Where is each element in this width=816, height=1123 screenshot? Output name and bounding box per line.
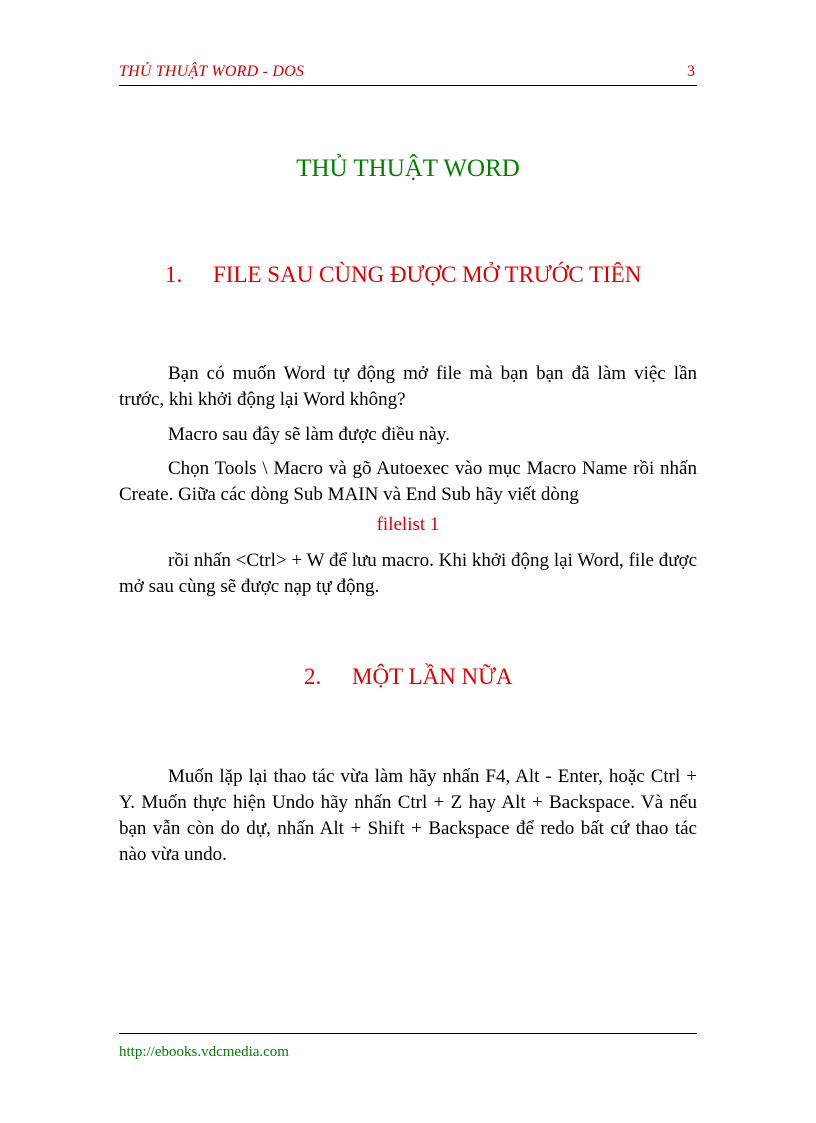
section-title: FILE SAU CÙNG ĐƯỢC MỞ TRƯỚC TIÊN xyxy=(213,262,642,287)
section-heading-1 xyxy=(165,262,641,288)
page-number: 3 xyxy=(687,63,695,80)
paragraph: rồi nhấn <Ctrl> + W để lưu macro. Khi khởi động lại Word, file được mở sau cùng sẽ được nạp tự động. xyxy=(119,550,697,597)
paragraph: Chọn Tools \ Macro và gõ Autoexec vào mục Macro Name rồi nhấn Create. Giữa các dòng Sub MAIN và End Sub hãy viết dòng xyxy=(119,458,697,505)
paragraph: Bạn có muốn Word tự động mở file mà bạn bạn đã làm việc lần trước, khi khởi động lại Word không? xyxy=(119,363,697,410)
paragraph: Muốn lặp lại thao tác vừa làm hãy nhấn F4, Alt - Enter, hoặc Ctrl + Y. Muốn thực hiện Undo hãy nhấn Ctrl + Z hay Alt + Backspace. Và nếu bạn vẫn còn do dự, nhấn Alt + Shift + Backspace để redo bất cứ thao tác nào vừa undo. xyxy=(119,766,697,865)
main-title: THỦ THUẬT WORD xyxy=(296,155,520,182)
paragraph: Macro sau đây sẽ làm được điều này. xyxy=(168,424,450,445)
section-heading-2 xyxy=(304,664,513,690)
footer-divider xyxy=(119,1033,697,1034)
code-line: filelist 1 xyxy=(376,514,440,535)
footer-link[interactable]: http://ebooks.vdcmedia.com xyxy=(119,1044,289,1060)
section-title: MỘT LẦN NỮA xyxy=(352,664,513,689)
section-number: 1. xyxy=(165,262,183,287)
header-title: THỦ THUẬT WORD - DOS xyxy=(119,63,305,80)
section-number: 2. xyxy=(304,664,322,689)
page-header xyxy=(119,63,697,86)
